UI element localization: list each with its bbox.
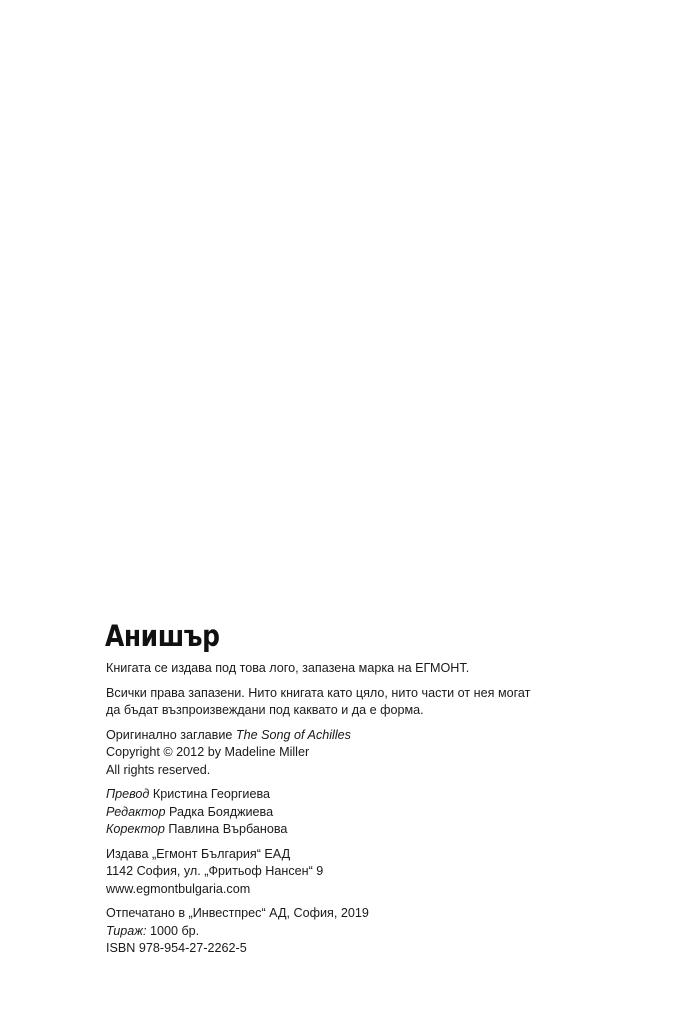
logo-note-block (106, 660, 626, 678)
address-line: 1142 София, ул. „Фритьоф Нансен“ 9 (106, 864, 324, 878)
publisher-logo: Анишър (105, 619, 220, 653)
original-title: The Song of Achilles (235, 727, 351, 742)
editor-label: Редактор (106, 804, 166, 819)
website-line: www.egmontbulgaria.com (106, 881, 251, 896)
isbn-line: ISBN 978-954-27-2262-5 (106, 941, 247, 955)
credits-block (106, 786, 626, 839)
logo-note: Книгата се издава под това лого, запазена марка на ЕГМОНТ. (106, 661, 470, 675)
proofreader-line (106, 821, 626, 839)
editor-line (106, 804, 626, 822)
publisher-block (106, 846, 626, 899)
rights-line-2: да бъдат възпроизвеждани под каквато и да е форма. (106, 703, 424, 717)
printing-block (106, 905, 626, 958)
translation-label: Превод (106, 787, 150, 801)
original-edition-block (106, 727, 626, 780)
original-title-line (106, 727, 626, 745)
print-run-label: Тираж: (106, 923, 147, 938)
imprint-block (106, 618, 626, 965)
copyright-line: Copyright © 2012 by Madeline Miller (106, 745, 310, 759)
translator-line (106, 786, 626, 804)
proofreader-name: Павлина Върбанова (168, 822, 288, 836)
print-run-value: 1000 бр. (149, 923, 200, 938)
rights-block (106, 685, 626, 720)
rights-line-1: Всички права запазени. Нито книгата като цяло, нито части от нея могат (106, 685, 531, 700)
proofreader-label: Коректор (106, 822, 165, 836)
printed-line: Отпечатано в „Инвестпрес“ АД, София, 2019 (106, 906, 369, 920)
translator-name: Кристина Георгиева (152, 787, 271, 801)
editor-name: Радка Бояджиева (169, 804, 274, 819)
all-rights-line: All rights reserved. (106, 762, 211, 777)
original-title-label: Оригинално заглавие (106, 727, 233, 742)
print-run-line (106, 923, 626, 941)
publisher-line: Издава „Егмонт България“ ЕАД (106, 846, 291, 861)
